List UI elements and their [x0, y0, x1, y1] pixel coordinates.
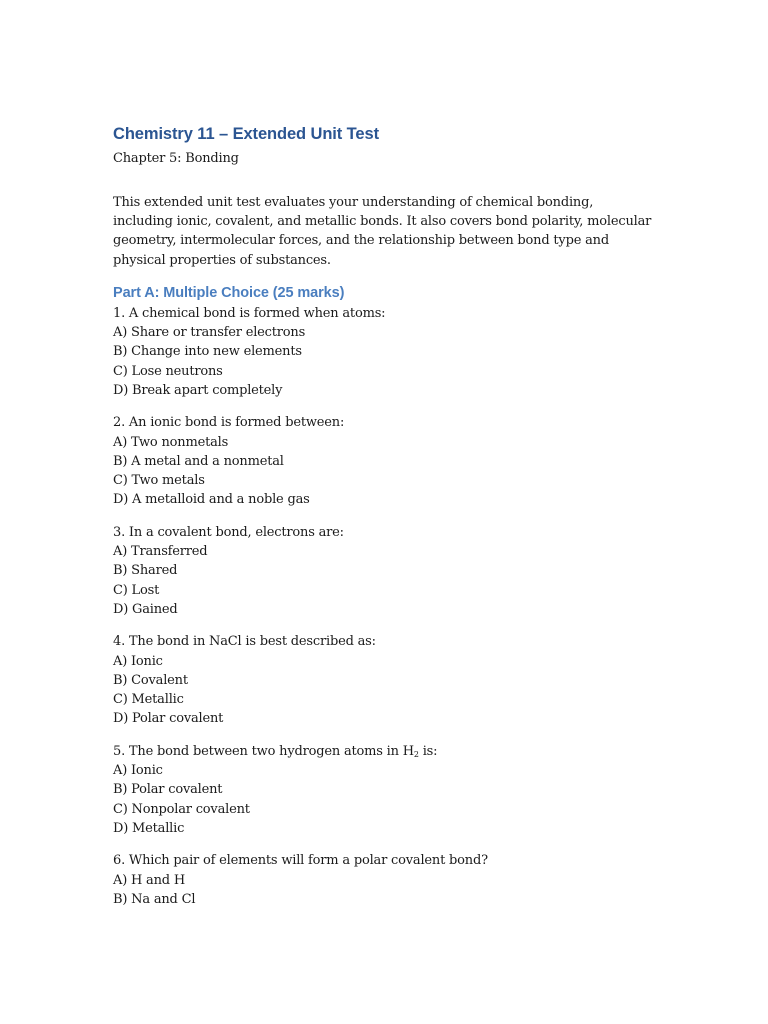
option-c: C) Two metals — [113, 473, 205, 489]
question-stem: 6. Which pair of elements will form a polar covalent bond? — [113, 853, 488, 869]
page-title: Chemistry 11 – Extended Unit Test — [113, 125, 379, 143]
option-d: D) Gained — [113, 601, 178, 617]
question-stem: 2. An ionic bond is formed between: — [113, 415, 345, 431]
question-1 — [113, 304, 673, 400]
question-list — [113, 304, 673, 909]
option-b: B) Change into new elements — [113, 344, 302, 360]
option-c: C) Nonpolar covalent — [113, 801, 250, 817]
option-b: B) Covalent — [113, 672, 188, 688]
option-d: D) Break apart completely — [113, 383, 283, 398]
question-stem-text: 5. The bond between two hydrogen atoms in H — [113, 743, 414, 759]
question-stem: 4. The bond in NaCl is best described as: — [113, 634, 376, 650]
option-b: B) Shared — [113, 563, 178, 579]
document-page — [113, 122, 673, 909]
question-6 — [113, 851, 673, 909]
question-stem: 3. In a covalent bond, electrons are: — [113, 524, 344, 540]
option-a: A) Two nonmetals — [113, 434, 229, 450]
option-a: A) Ionic — [113, 653, 163, 669]
option-c: C) Lose neutrons — [113, 363, 223, 379]
question-4 — [113, 632, 673, 728]
question-5 — [113, 742, 673, 838]
option-a: A) Ionic — [113, 763, 163, 779]
subscript-2: 2 — [413, 749, 419, 759]
option-b: B) A metal and a nonmetal — [113, 453, 284, 469]
option-c: C) Metallic — [113, 692, 184, 708]
question-stem-tail: is: — [418, 743, 438, 759]
option-a: A) Transferred — [113, 544, 208, 560]
question-3 — [113, 523, 673, 619]
option-d: D) Polar covalent — [113, 711, 224, 727]
intro-paragraph: This extended unit test evaluates your understanding of chemical bonding, including ionic, covalent, and metallic bonds. It also covers bond polarity, molecular geometry, intermolecular forces, and the relationship between bond type and physical properties of substances. — [113, 195, 652, 268]
question-stem: 1. A chemical bond is formed when atoms: — [113, 305, 386, 321]
option-b: B) Na and Cl — [113, 891, 196, 907]
option-c: C) Lost — [113, 582, 160, 598]
option-a: A) Share or transfer electrons — [113, 325, 306, 341]
chapter-subtitle: Chapter 5: Bonding — [113, 151, 239, 166]
option-b: B) Polar covalent — [113, 782, 223, 798]
option-d: D) A metalloid and a noble gas — [113, 492, 310, 508]
section-heading-part-a: Part A: Multiple Choice (25 marks) — [113, 284, 345, 301]
option-d: D) Metallic — [113, 820, 185, 836]
question-2 — [113, 413, 673, 509]
option-a: A) H and H — [113, 872, 185, 888]
question-stem — [113, 742, 673, 761]
